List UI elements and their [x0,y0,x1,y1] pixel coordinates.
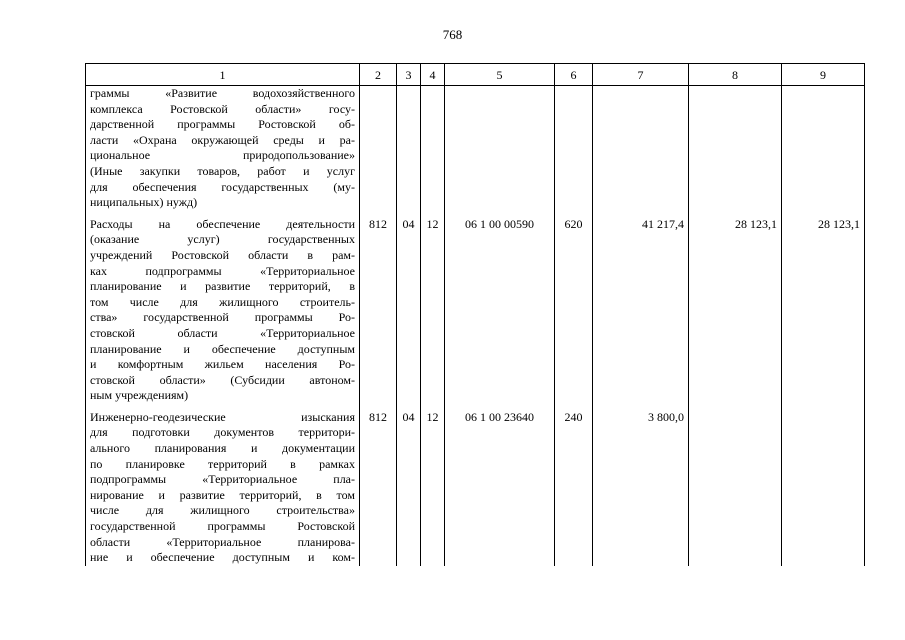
section-cell: 04 [397,410,421,566]
table-row [86,86,865,217]
name-line: и комфортным жильем населения Ро- [90,357,355,372]
target-cell [445,86,555,217]
name-line: ального планирования и документации [90,441,355,456]
year-2-amount: 28 123,1 [689,217,782,410]
name-line: стовской области «Территориальное [90,325,355,340]
year-1-amount [593,86,689,217]
name-line: числе для жилищного строительства» [90,503,355,518]
section-cell [397,86,421,217]
column-header-year-3: 9 [782,64,865,86]
column-header-expense-type: 6 [555,64,593,86]
budget-table [85,63,865,566]
name-line: для обеспечения государственных (му- [90,179,355,194]
name-line: стовской области» (Субсидии автоном- [90,372,355,387]
ministry-cell [360,86,397,217]
name-line: учреждений Ростовской области в рам- [90,247,355,262]
name-line: подпрограммы «Территориальное пла- [90,472,355,487]
name-line: (Иные закупки товаров, работ и услуг [90,163,355,178]
name-line: нирование и развитие территорий, в том [90,487,355,502]
name-line: государственной программы Ростовской [90,519,355,534]
year-1-amount: 41 217,4 [593,217,689,410]
name-line: ным учреждениям) [90,388,189,403]
name-line: том числе для жилищного строитель- [90,294,355,309]
name-line: по планировке территорий в рамках [90,456,355,471]
column-header-section: 3 [397,64,421,86]
expense-type-cell: 240 [555,410,593,566]
column-header-year-2: 8 [689,64,782,86]
table-row [86,217,865,410]
name-line: Расходы на обеспечение деятельности [90,216,355,231]
name-line: планирование и развитие территорий, в [90,279,355,294]
column-header-target: 5 [445,64,555,86]
expense-type-cell [555,86,593,217]
name-line: комплекса Ростовской области» госу- [90,101,355,116]
name-line: ках подпрограммы «Территориальное [90,263,355,278]
name-line: планирование и обеспечение доступным [90,341,355,356]
year-2-amount [689,86,782,217]
name-line: циональное природопользование» [90,148,355,163]
subsection-cell [421,86,445,217]
ministry-cell: 812 [360,217,397,410]
name-line: ства» государственной программы Ро- [90,310,355,325]
section-cell: 04 [397,217,421,410]
subsection-cell: 12 [421,217,445,410]
column-header-name: 1 [86,64,360,86]
row-name-cell [86,86,360,217]
column-header-subsection: 4 [421,64,445,86]
ministry-cell: 812 [360,410,397,566]
year-2-amount [689,410,782,566]
target-cell: 06 1 00 00590 [445,217,555,410]
name-line: ласти «Охрана окружающей среды и ра- [90,132,355,147]
page-number: 768 [442,27,463,42]
subsection-cell: 12 [421,410,445,566]
table-header-row [86,64,865,86]
row-name-cell [86,410,360,566]
year-3-amount [782,86,865,217]
name-line: Инженерно-геодезические изыскания [90,409,355,424]
year-1-amount: 3 800,0 [593,410,689,566]
column-header-ministry: 2 [360,64,397,86]
name-line: ние и обеспечение доступным и ком- [90,550,355,565]
name-line: дарственной программы Ростовской об- [90,117,355,132]
target-cell: 06 1 00 23640 [445,410,555,566]
name-line: области «Территориальное планирова- [90,534,355,549]
table-row [86,410,865,566]
name-line: (оказание услуг) государственных [90,232,355,247]
row-name-cell [86,217,360,410]
name-line: ниципальных) нужд) [90,195,198,210]
column-header-year-1: 7 [593,64,689,86]
expense-type-cell: 620 [555,217,593,410]
year-3-amount: 28 123,1 [782,217,865,410]
name-line: граммы «Развитие водохозяйственного [90,86,355,100]
name-line: для подготовки документов территори- [90,425,355,440]
year-3-amount [782,410,865,566]
